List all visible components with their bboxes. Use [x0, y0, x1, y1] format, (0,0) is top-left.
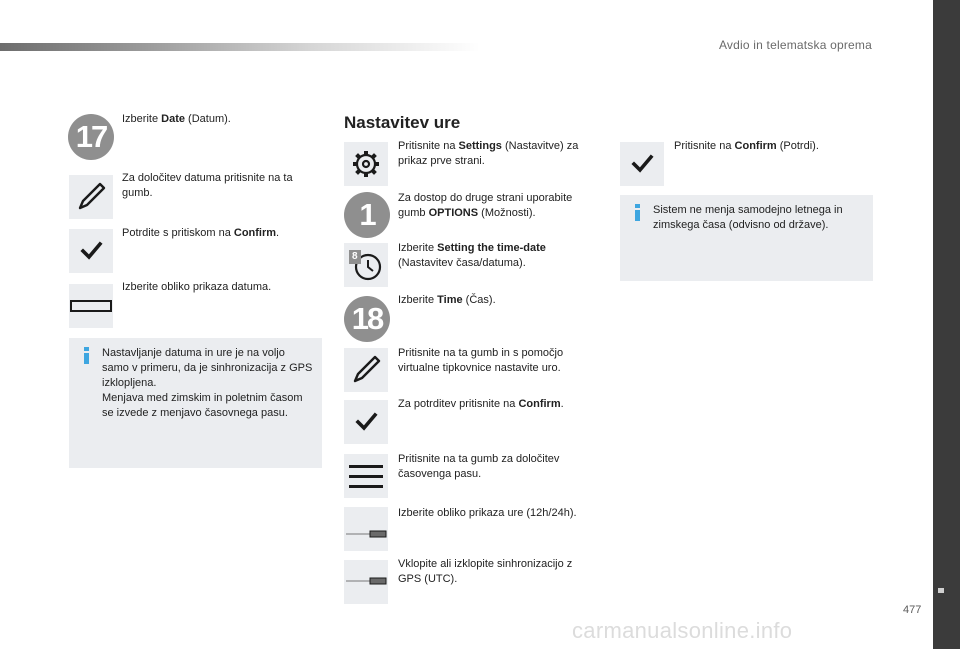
- step-18-badge: 18: [344, 296, 390, 342]
- middle-step-7-text: Pritisnite na ta gumb za določitev časovenga pasu.: [398, 453, 560, 480]
- middle-step-5-text: Pritisnite na ta gumb in s pomočjo virtualne tipkovnice nastavite uro.: [398, 347, 564, 374]
- step-17-badge: 17: [68, 114, 114, 160]
- middle-step-1-text: Pritisnite na Settings (Nastavitve) za prikaz prve strani.: [398, 140, 579, 167]
- menu-lines-icon: [344, 454, 388, 498]
- date-format-bar-icon: [69, 284, 113, 328]
- toggle-slider-icon: [344, 507, 388, 551]
- toggle-slider-icon: [344, 560, 388, 604]
- middle-step-9-text: Vklopite ali izklopite sinhronizacijo z GPS (UTC).: [398, 558, 573, 585]
- left-info-box: [69, 338, 322, 468]
- middle-step-8-text: Izberite obliko prikaza ure (12h/24h).: [398, 507, 577, 519]
- info-icon: [84, 347, 90, 365]
- middle-step-2-text: Za dostop do druge strani uporabite gumb OPTIONS (Možnosti).: [398, 192, 573, 219]
- right-info-box: [620, 195, 873, 281]
- left-step-1-text: Izberite Date (Datum).: [122, 113, 231, 125]
- clock-icon: [344, 243, 388, 287]
- checkmark-icon: [69, 229, 113, 273]
- chapter-sidebar: [933, 0, 960, 649]
- right-info-text: Sistem ne menja samodejno letnega in zimskega časa (odvisno od države).: [653, 204, 843, 231]
- sidebar-marker: [938, 588, 944, 593]
- left-step-2-text: Za določitev datuma pritisnite na ta gumb.: [122, 172, 293, 199]
- left-step-4-text: Izberite obliko prikaza datuma.: [122, 281, 272, 293]
- left-step-3-text: Potrdite s pritiskom na Confirm.: [122, 227, 280, 239]
- right-step-1-text: Pritisnite na Confirm (Potrdi).: [674, 140, 819, 152]
- checkmark-icon: [344, 400, 388, 444]
- watermark: carmanualsonline.info: [572, 618, 793, 643]
- settings-gear-icon: [344, 142, 388, 186]
- step-1-badge: 1: [344, 192, 390, 238]
- middle-step-6-text: Za potrditev pritisnite na Confirm.: [398, 398, 564, 410]
- middle-step-4-text: Izberite Time (Čas).: [398, 294, 496, 306]
- section-heading: Nastavitev ure: [344, 113, 461, 132]
- left-info-text: Nastavljanje datuma in ure je na voljo samo v primeru, da je sinhronizacija z GPS izklopljena. Menjava med zimskim in poletnim časom se izvede z menjavo časovnega pasu.: [102, 347, 313, 419]
- header-gradient-bar: [0, 43, 480, 51]
- page-number: 477: [903, 604, 922, 616]
- section-title: Avdio in telematska oprema: [718, 38, 872, 52]
- info-icon: [635, 204, 641, 222]
- clock-icon-badge: 8: [352, 251, 358, 262]
- checkmark-icon: [620, 142, 664, 186]
- middle-step-3-text: Izberite Setting the time-date (Nastavitev časa/datuma).: [398, 242, 546, 269]
- pencil-icon: [344, 348, 388, 392]
- pencil-icon: [69, 175, 113, 219]
